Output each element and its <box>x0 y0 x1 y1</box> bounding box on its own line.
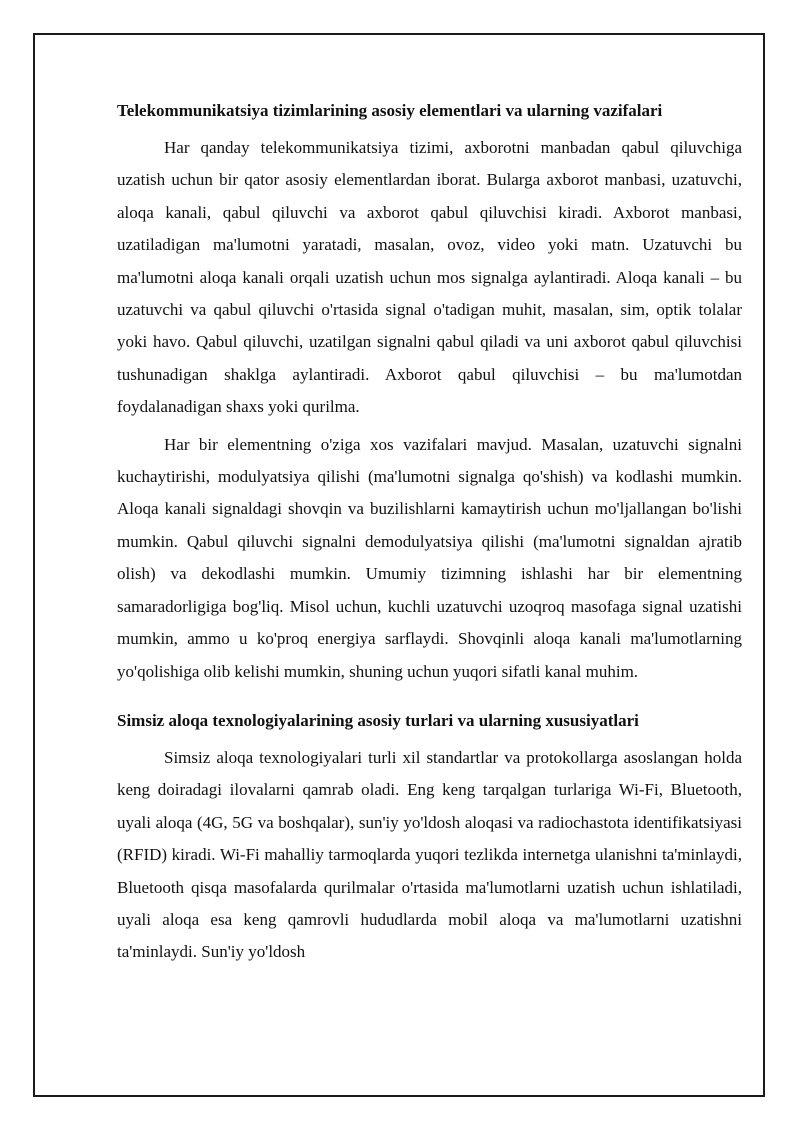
paragraph-elements-overview: Har qanday telekommunikatsiya tizimi, axborotni manbadan qabul qiluvchiga uzatish uchun bir qator asosiy elementlardan iborat. Bularga axborot manbasi, uzatuvchi, aloqa kanali, qabul qiluvchi va axborot qabul qiluvchisi kiradi. Axborot manbasi, uzatiladigan ma'lumotni yaratadi, masalan, ovoz, video yoki matn. Uzatuvchi bu ma'lumotni aloqa kanali orqali uzatish uchun mos signalga aylantiradi. Aloqa kanali – bu uzatuvchi va qabul qiluvchi o'rtasida signal o'tadigan muhit, masalan, sim, optik tolalar yoki havo. Qabul qiluvchi, uzatilgan signalni qabul qiladi va uni axborot qabul qiluvchisi tushunadigan shaklga aylantiradi. Axborot qabul qiluvchisi – bu ma'lumotdan foydalanadigan shaxs yoki qurilma. <box>117 138 742 417</box>
section-heading-simsiz-aloqa: Simsiz aloqa texnologiyalarining asosiy turlari va ularning xususiyatlari <box>117 710 639 730</box>
paragraph-element-functions: Har bir elementning o'ziga xos vazifalari mavjud. Masalan, uzatuvchi signalni kuchaytirishi, modulyatsiya qilishi (ma'lumotni signalga qo'shish) va kodlashi mumkin. Aloqa kanali signaldagi shovqin va buzilishlarni kamaytirish uchun mo'ljallangan bo'lishi mumkin. Qabul qiluvchi signalni demodulyatsiya qilishi (ma'lumotni signaldan ajratib olish) va dekodlashi mumkin. Umumiy tizimning ishlashi har bir elementning samaradorligiga bog'liq. Misol uchun, kuchli uzatuvchi uzoqroq masofaga signal uzatishi mumkin, ammo u ko'proq energiya sarflaydi. Shovqinli aloqa kanali ma'lumotlarning yo'qolishiga olib kelishi mumkin, shuning uchun yuqori sifatli kanal muhim. <box>117 434 742 681</box>
paragraph-wireless-types: Simsiz aloqa texnologiyalari turli xil standartlar va protokollarga asoslangan holda keng doiradagi ilovalarni qamrab oladi. Eng keng tarqalgan turlariga Wi-Fi, Bluetooth, uyali aloqa (4G, 5G va boshqalar), sun'iy yo'ldosh aloqasi va radiochastota identifikatsiyasi (RFID) kiradi. Wi-Fi mahalliy tarmoqlarda yuqori tezlikda internetga ulanishni ta'minlaydi, Bluetooth qisqa masofalarda qurilmalar o'rtasida ma'lumotlarni uzatish uchun ishlatiladi, uyali aloqa esa keng qamrovli hududlarda mobil aloqa va ma'lumotlarni uzatishni ta'minlaydi. Sun'iy yo'ldosh <box>117 747 742 962</box>
document-body <box>117 98 742 969</box>
section-heading-telekommunikatsiya: Telekommunikatsiya tizimlarining asosiy elementlari va ularning vazifalari <box>117 101 663 120</box>
